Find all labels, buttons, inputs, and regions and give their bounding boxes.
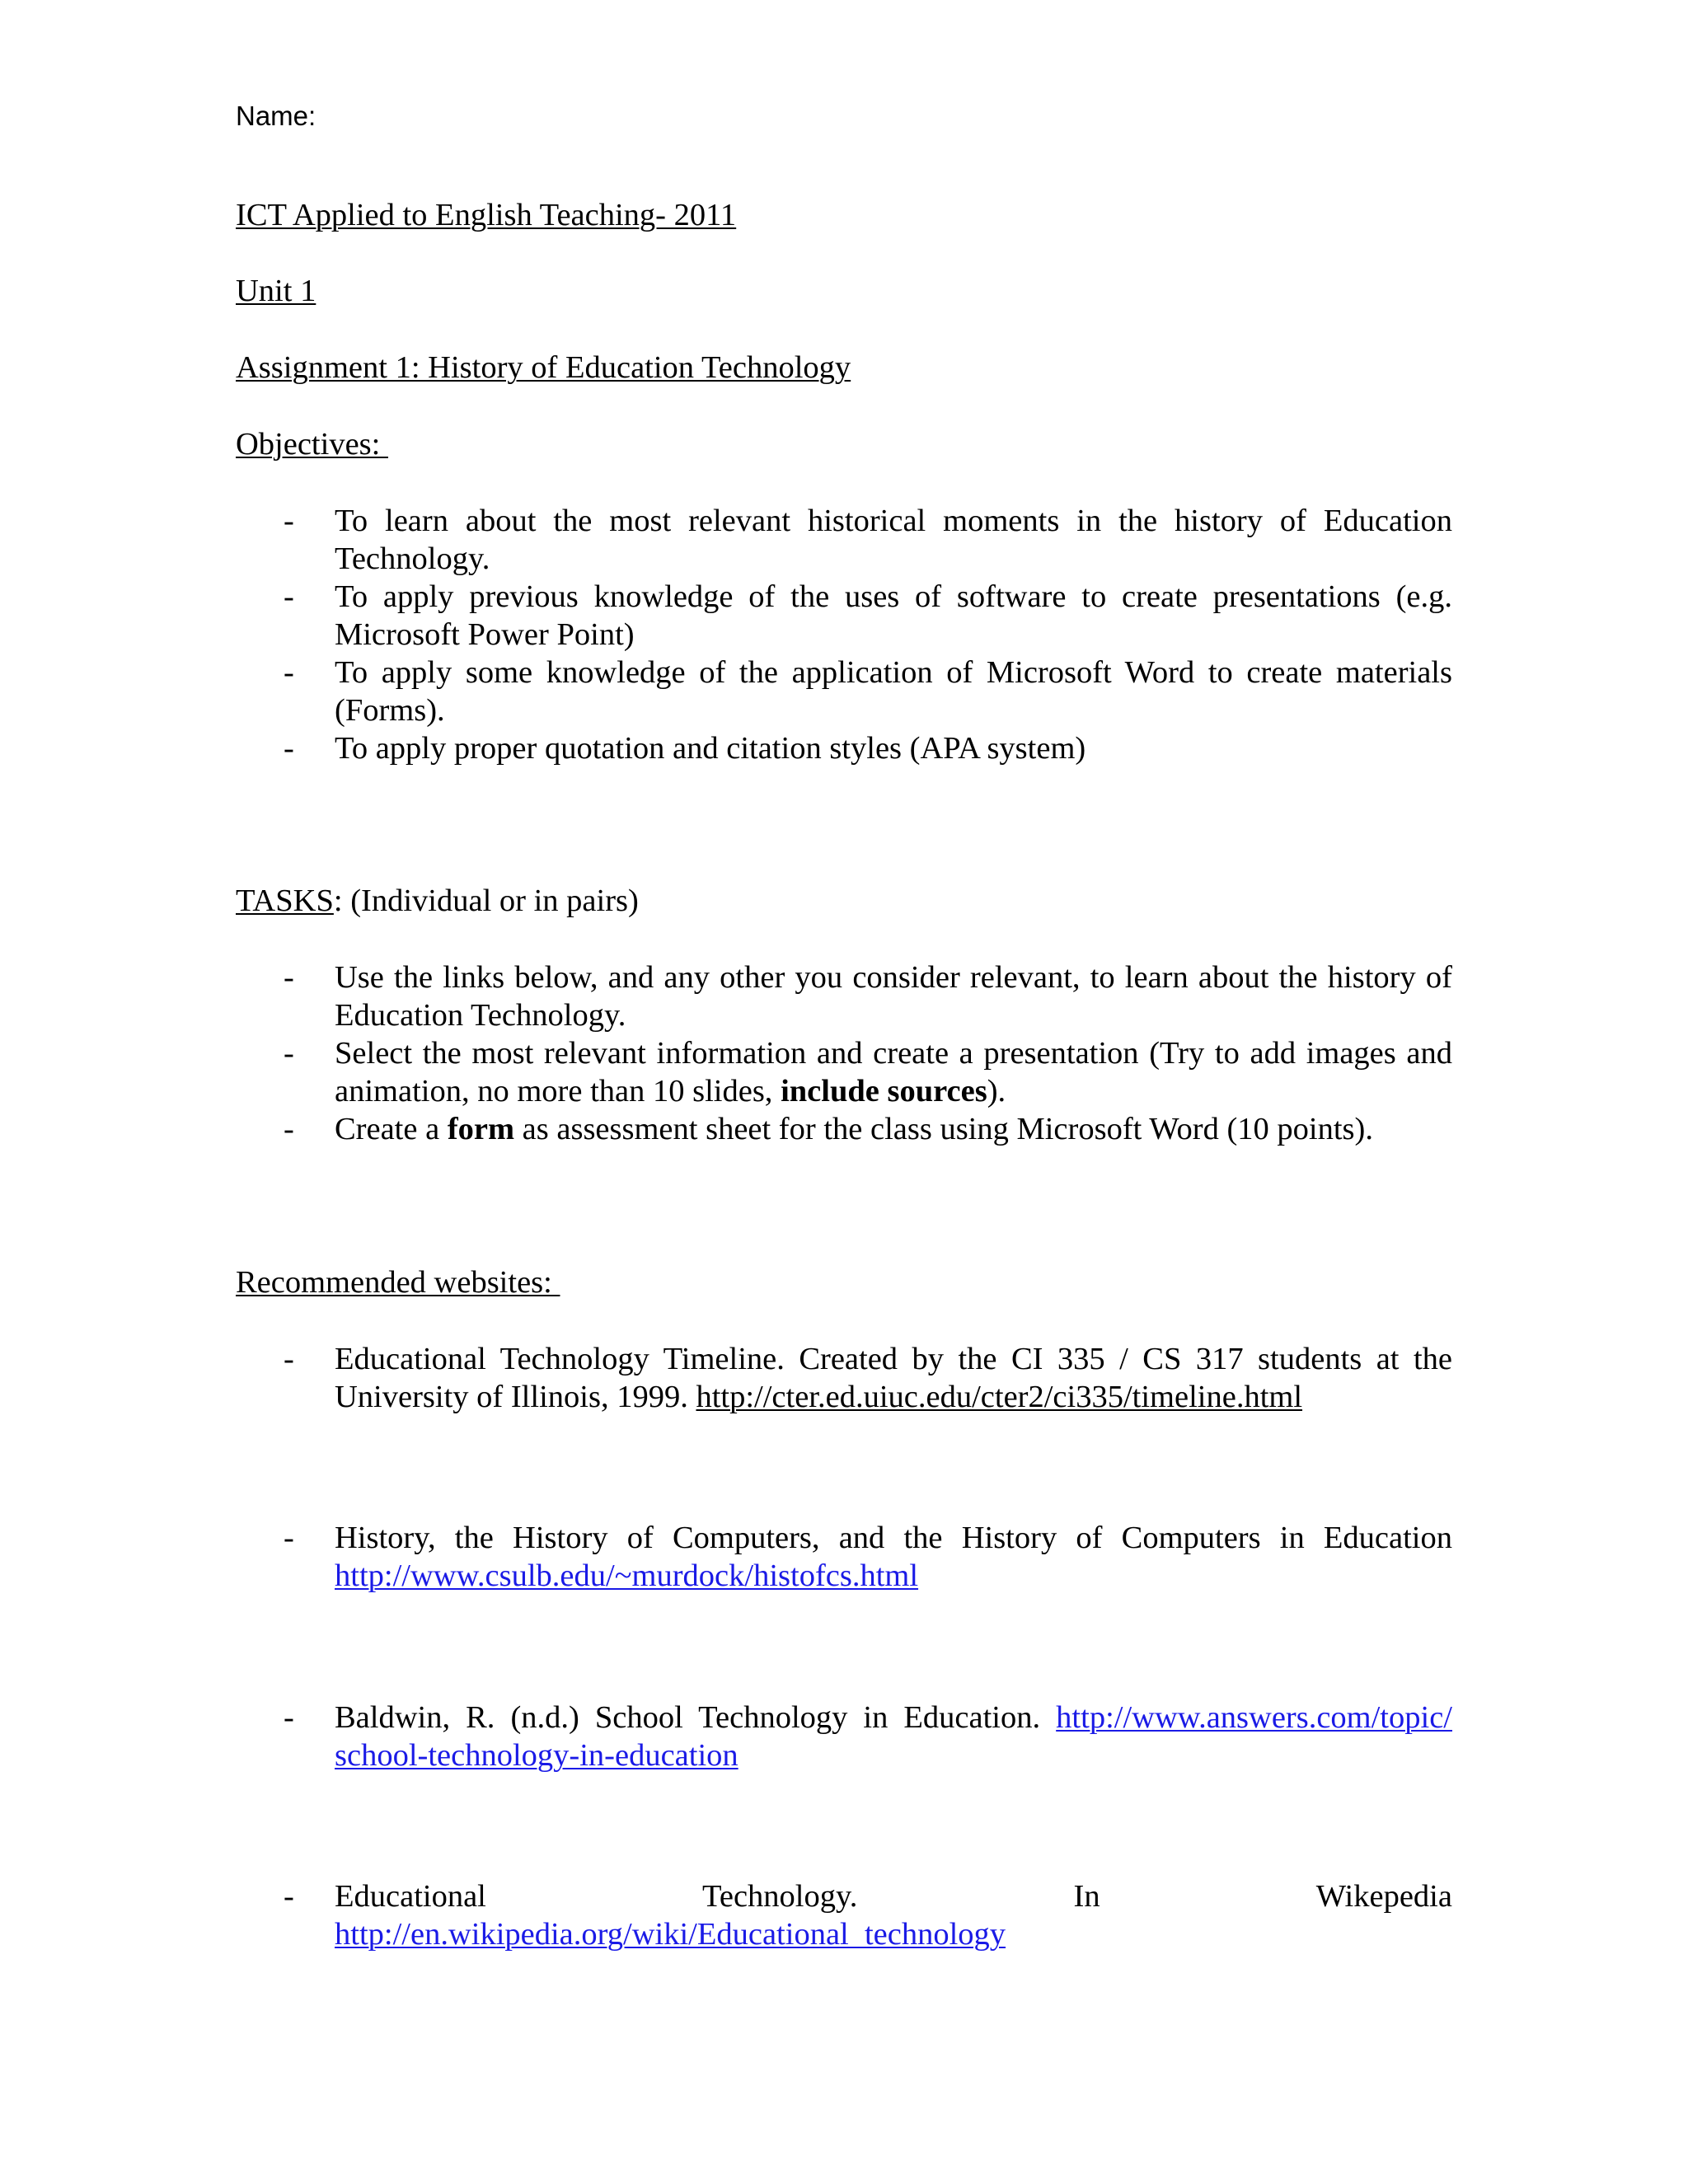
unit-heading: Unit 1 xyxy=(236,274,316,308)
tasks-list xyxy=(236,958,1452,1148)
website-item-2 xyxy=(236,1519,1452,1595)
timeline-link[interactable]: http://cter.ed.uiuc.edu/cter2/ci335/timeline.html xyxy=(696,1380,1303,1414)
website-item-3 xyxy=(236,1699,1452,1774)
website-entry: - Educational Technology Timeline. Created by the CI 335 / CS 317 students at the University of Illinois, 1999. http://cter.ed.uiuc.edu/cter2/ci335/timeline.html xyxy=(284,1342,1452,1414)
list-dash: - xyxy=(284,1112,294,1146)
list-dash: - xyxy=(284,1879,294,1914)
list-dash: - xyxy=(284,1700,294,1735)
include-sources-emphasis: include sources xyxy=(781,1074,987,1108)
objective-item: - To learn about the most relevant historical moments in the history of Education Technology. xyxy=(284,504,1452,576)
tasks-heading: TASKS xyxy=(236,883,334,918)
tasks-note: : (Individual or in pairs) xyxy=(333,883,639,918)
form-emphasis: form xyxy=(447,1112,515,1146)
list-dash: - xyxy=(284,504,294,538)
answers-link-part1[interactable]: http://www.answers.com/topic/ xyxy=(1056,1700,1452,1735)
wikipedia-entry-text: Educational Technology. In Wikepedia xyxy=(335,1879,1452,1914)
tasks-heading-line xyxy=(236,882,1452,920)
answers-link-part2[interactable]: school-technology-in-education xyxy=(335,1738,738,1773)
website-entry xyxy=(236,1877,1452,1915)
task-item: - Select the most relevant information and create a presentation (Try to add images and animation, no more than 10 slides, include sources). xyxy=(284,1036,1452,1108)
list-dash: - xyxy=(284,1521,294,1555)
list-dash: - xyxy=(284,655,294,690)
list-dash: - xyxy=(284,731,294,766)
objective-item: - To apply some knowledge of the application of Microsoft Word to create materials (Forms). xyxy=(284,655,1452,728)
list-dash: - xyxy=(284,579,294,614)
list-dash: - xyxy=(284,1342,294,1376)
website-item-1 xyxy=(236,1340,1452,1416)
course-title: ICT Applied to English Teaching- 2011 xyxy=(236,198,737,232)
wikipedia-link[interactable]: http://en.wikipedia.org/wiki/Educational_technology xyxy=(335,1917,1006,1952)
objectives-heading: Objectives: xyxy=(236,427,388,462)
websites-heading: Recommended websites: xyxy=(236,1265,560,1300)
objectives-list xyxy=(236,502,1452,767)
task-item: - Use the links below, and any other you consider relevant, to learn about the history of Education Technology. xyxy=(284,960,1452,1033)
website-entry: - Baldwin, R. (n.d.) School Technology in Education. http://www.answers.com/topic/ xyxy=(284,1700,1452,1735)
website-entry-link-line xyxy=(236,1736,1452,1774)
website-entry: - History, the History of Computers, and the History of Computers in Education xyxy=(284,1521,1452,1555)
task-item: - Create a form as assessment sheet for the class using Microsoft Word (10 points). xyxy=(284,1112,1373,1146)
list-dash: - xyxy=(284,960,294,995)
name-label: Name: xyxy=(236,101,316,131)
csulb-link[interactable]: http://www.csulb.edu/~murdock/histofcs.html xyxy=(335,1558,919,1593)
website-entry-link-line xyxy=(236,1915,1452,1953)
objective-item: - To apply proper quotation and citation styles (APA system) xyxy=(284,731,1086,766)
website-item-4 xyxy=(236,1877,1452,1953)
assignment-heading: Assignment 1: History of Education Technology xyxy=(236,350,851,385)
list-dash: - xyxy=(284,1036,294,1071)
website-entry-link-line xyxy=(236,1557,1452,1595)
objective-item: - To apply previous knowledge of the uses of software to create presentations (e.g. Microsoft Power Point) xyxy=(284,579,1452,652)
